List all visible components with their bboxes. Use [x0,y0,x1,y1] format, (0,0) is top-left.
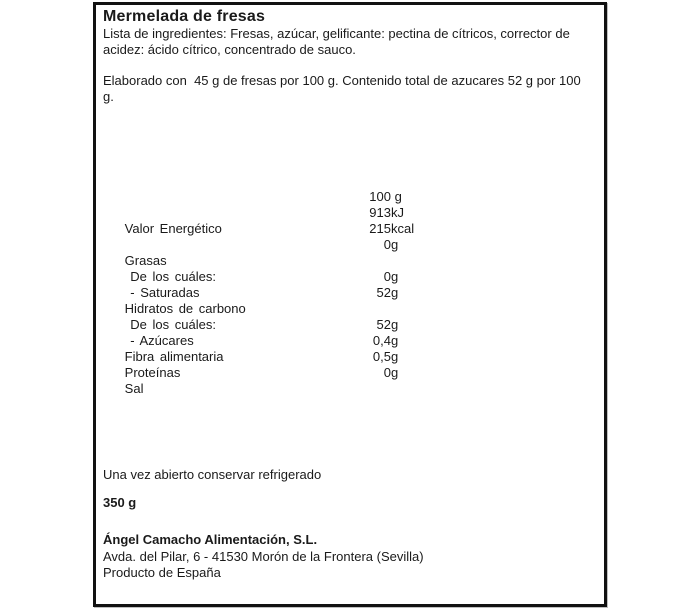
nutrition-row-value: 100 [369,189,391,204]
net-weight: 350 g [103,495,137,510]
nutrition-row-value: 0,4 [372,333,391,348]
nutrition-row-value: 0 [383,365,391,380]
label-border-box [93,2,607,607]
manufacturer-block [103,532,597,582]
nutrition-row-unit: g [391,189,402,204]
elaboration-line-1: Elaborado con 45 g de fresas por 100 g. Contenido total de azucares 52 g por 100 [103,73,581,88]
nutrition-row-value: 0 [383,269,391,284]
ingredients-line-1: Lista de ingredientes: Fresas, azúcar, gelificante: pectina de cítricos, corrector de [103,26,570,41]
elaboration-line-2: g. [103,88,114,104]
nutrition-row [103,285,597,316]
nutrition-row-unit: g [391,365,399,380]
nutrition-row [103,237,597,268]
nutrition-row [103,349,597,380]
storage-note: Una vez abierto conservar refrigerado [103,467,322,482]
nutrition-row-unit: kcal [391,221,415,236]
nutrition-row [103,221,597,237]
product-origin: Producto de España [103,565,221,580]
nutrition-row-value: 0 [383,237,391,252]
elaboration-text [103,73,597,104]
nutrition-table [103,189,597,396]
nutrition-column-header [103,189,597,205]
nutrition-row-label: Grasas [124,253,167,268]
nutrition-row-label: Fibra alimentaria [124,349,224,364]
nutrition-row-unit: g [391,317,399,332]
nutrition-row [103,365,597,396]
nutrition-row-label: Proteínas [124,365,181,380]
nutrition-row-unit: g [391,269,399,284]
nutrition-row-unit: kJ [391,205,404,220]
manufacturer-address: Avda. del Pilar, 6 - 41530 Morón de la Frontera (Sevilla) [103,548,424,564]
nutrition-row-label: - Saturadas [124,285,200,300]
nutrition-row-label: - Azúcares [124,333,194,348]
nutrition-row-value: 913 [369,205,391,220]
nutrition-row-label: De los cuáles: [124,269,216,284]
manufacturer-name: Ángel Camacho Alimentación, S.L. [103,532,318,547]
nutrition-row-label: Valor Energético [124,221,222,236]
product-title: Mermelada de fresas [103,8,266,25]
nutrition-row-value: 52 [376,285,391,300]
nutrition-row-label: Hidratos de carbono [124,301,246,316]
nutrition-row [103,253,597,284]
ingredients-text [103,26,597,57]
nutrition-row-unit: g [391,285,399,300]
nutrition-row-unit: g [391,237,399,252]
ingredients-line-2: acidez: ácido cítrico, concentrado de sauco. [103,41,356,57]
nutrition-row-value: 52 [376,317,391,332]
nutrition-row-value: 215 [369,221,391,236]
nutrition-row-unit: g [391,333,399,348]
nutrition-row-label: Sal [124,381,144,396]
nutrition-row-label: De los cuáles: [124,317,216,332]
nutrition-row-value: 0,5 [372,349,391,364]
nutrition-row-unit: g [391,349,399,364]
